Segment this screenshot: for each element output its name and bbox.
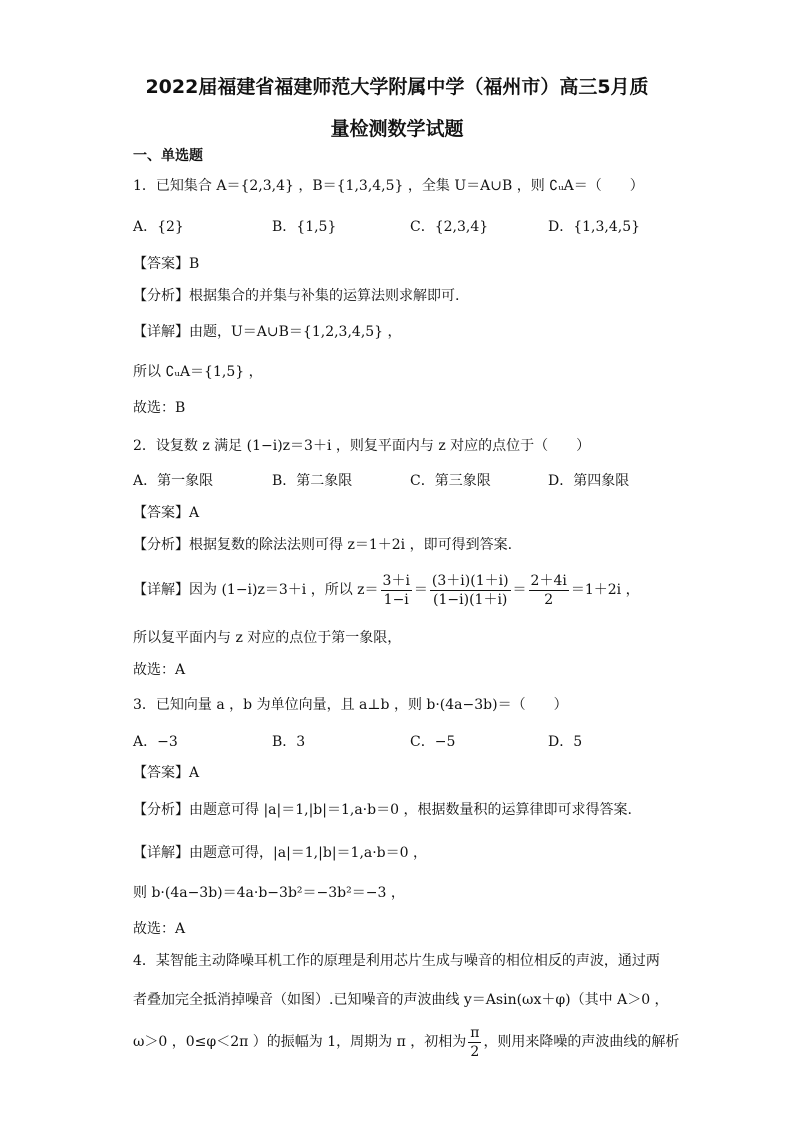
q4-line-2: 者叠加完全抵消掉噪音（如图）.已知噪音的声波曲线 y＝Asin(ωx＋φ)（其中 A＞0 ， bbox=[133, 992, 669, 1008]
q3-detail-1: 【详解】由题意可得，|a|＝1,|b|＝1,a·b＝0 ， bbox=[133, 845, 428, 861]
q2-fraction-2-den: (1−i)(1＋i) bbox=[433, 591, 508, 608]
q1-option-a: A．{2} bbox=[133, 219, 184, 235]
q4-line-3 bbox=[133, 1022, 679, 1062]
q3-option-b: B．3 bbox=[272, 734, 306, 750]
q2-eq-1: ＝ bbox=[413, 582, 428, 598]
q1-option-b: B．{1,5} bbox=[272, 219, 337, 235]
q1-choose: 故选：B bbox=[133, 400, 186, 416]
q2-fraction-1-num: 3＋i bbox=[382, 572, 410, 589]
q2-option-d: D．第四象限 bbox=[548, 473, 630, 489]
q3-stem: 3．已知向量 a ，b 为单位向量，且 a⊥b ，则 b·(4a−3b)＝（ ） bbox=[133, 697, 568, 713]
q4-fraction-num: π bbox=[470, 1024, 480, 1041]
q2-fraction-3-num: 2＋4i bbox=[530, 572, 567, 589]
q4-fraction-den: 2 bbox=[470, 1043, 480, 1060]
q2-option-a: A．第一象限 bbox=[133, 473, 214, 489]
q2-choose: 故选：A bbox=[133, 662, 186, 678]
page-title-line-1: 2022届福建省福建师范大学附属中学（福州市）高三5月质 bbox=[145, 76, 649, 98]
q2-detail-2: 所以复平面内与 z 对应的点位于第一象限， bbox=[133, 630, 402, 646]
q2-detail-suffix: ＝1＋2i ， bbox=[570, 582, 640, 598]
q3-detail-2: 则 b·(4a−3b)＝4a·b−3b²＝−3b²＝−3 ， bbox=[133, 885, 405, 901]
q1-option-d: D．{1,3,4,5} bbox=[548, 219, 641, 235]
q2-fraction-1-den: 1−i bbox=[383, 591, 409, 608]
page-title-line-2: 量检测数学试题 bbox=[330, 118, 464, 140]
q3-choose: 故选：A bbox=[133, 921, 186, 937]
q4-line-3-suffix: ，则用来降噪的声波曲线的解析 bbox=[483, 1034, 680, 1050]
q1-detail-1: 【详解】由题，U＝A∪B＝{1,2,3,4,5} ， bbox=[133, 324, 402, 340]
q2-option-b: B．第二象限 bbox=[272, 473, 353, 489]
q2-fraction-3 bbox=[529, 572, 569, 609]
q2-fraction-2-num: (3＋i)(1＋i) bbox=[431, 572, 509, 589]
q3-option-a: A．−3 bbox=[133, 734, 178, 750]
q3-answer: 【答案】A bbox=[133, 765, 200, 781]
q1-option-c: C．{2,3,4} bbox=[410, 219, 489, 235]
q4-line-3-prefix: ω＞0 ，0≤φ＜2π ）的振幅为 1，周期为 π ，初相为 bbox=[133, 1034, 467, 1050]
q2-stem: 2．设复数 z 满足 (1−i)z＝3＋i ，则复平面内与 z 对应的点位于（ ） bbox=[133, 438, 591, 454]
q2-fraction-2 bbox=[430, 572, 511, 609]
q1-analysis: 【分析】根据集合的并集与补集的运算法则求解即可. bbox=[133, 288, 460, 304]
q1-detail-2: 所以 ∁ᵤA＝{1,5} ， bbox=[133, 364, 263, 380]
q3-option-c: C．−5 bbox=[410, 734, 456, 750]
q3-option-d: D．5 bbox=[548, 734, 583, 750]
section-heading: 一、单选题 bbox=[133, 148, 203, 164]
q2-detail-prefix: 【详解】因为 (1−i)z＝3＋i ，所以 z＝ bbox=[133, 582, 379, 598]
q3-analysis: 【分析】由题意可得 |a|＝1,|b|＝1,a·b＝0 ，根据数量积的运算律即可求得答案. bbox=[133, 802, 632, 818]
q4-line-1: 4．某智能主动降噪耳机工作的原理是利用芯片生成与噪音的相位相反的声波，通过两 bbox=[133, 953, 660, 969]
q2-fraction-3-den: 2 bbox=[544, 591, 554, 608]
q2-eq-2: ＝ bbox=[512, 582, 527, 598]
q1-stem: 1．已知集合 A＝{2,3,4} ，B＝{1,3,4,5} ，全集 U＝A∪B ，则 ∁ᵤA＝（ ） bbox=[133, 178, 644, 194]
q2-fraction-1 bbox=[381, 572, 412, 609]
q4-fraction-pi-over-2 bbox=[468, 1024, 481, 1061]
q1-answer: 【答案】B bbox=[133, 256, 200, 272]
q2-option-c: C．第三象限 bbox=[410, 473, 491, 489]
q2-analysis: 【分析】根据复数的除法法则可得 z＝1＋2i ，即可得到答案. bbox=[133, 537, 513, 553]
q2-answer: 【答案】A bbox=[133, 505, 200, 521]
q2-detail-1 bbox=[133, 570, 640, 610]
